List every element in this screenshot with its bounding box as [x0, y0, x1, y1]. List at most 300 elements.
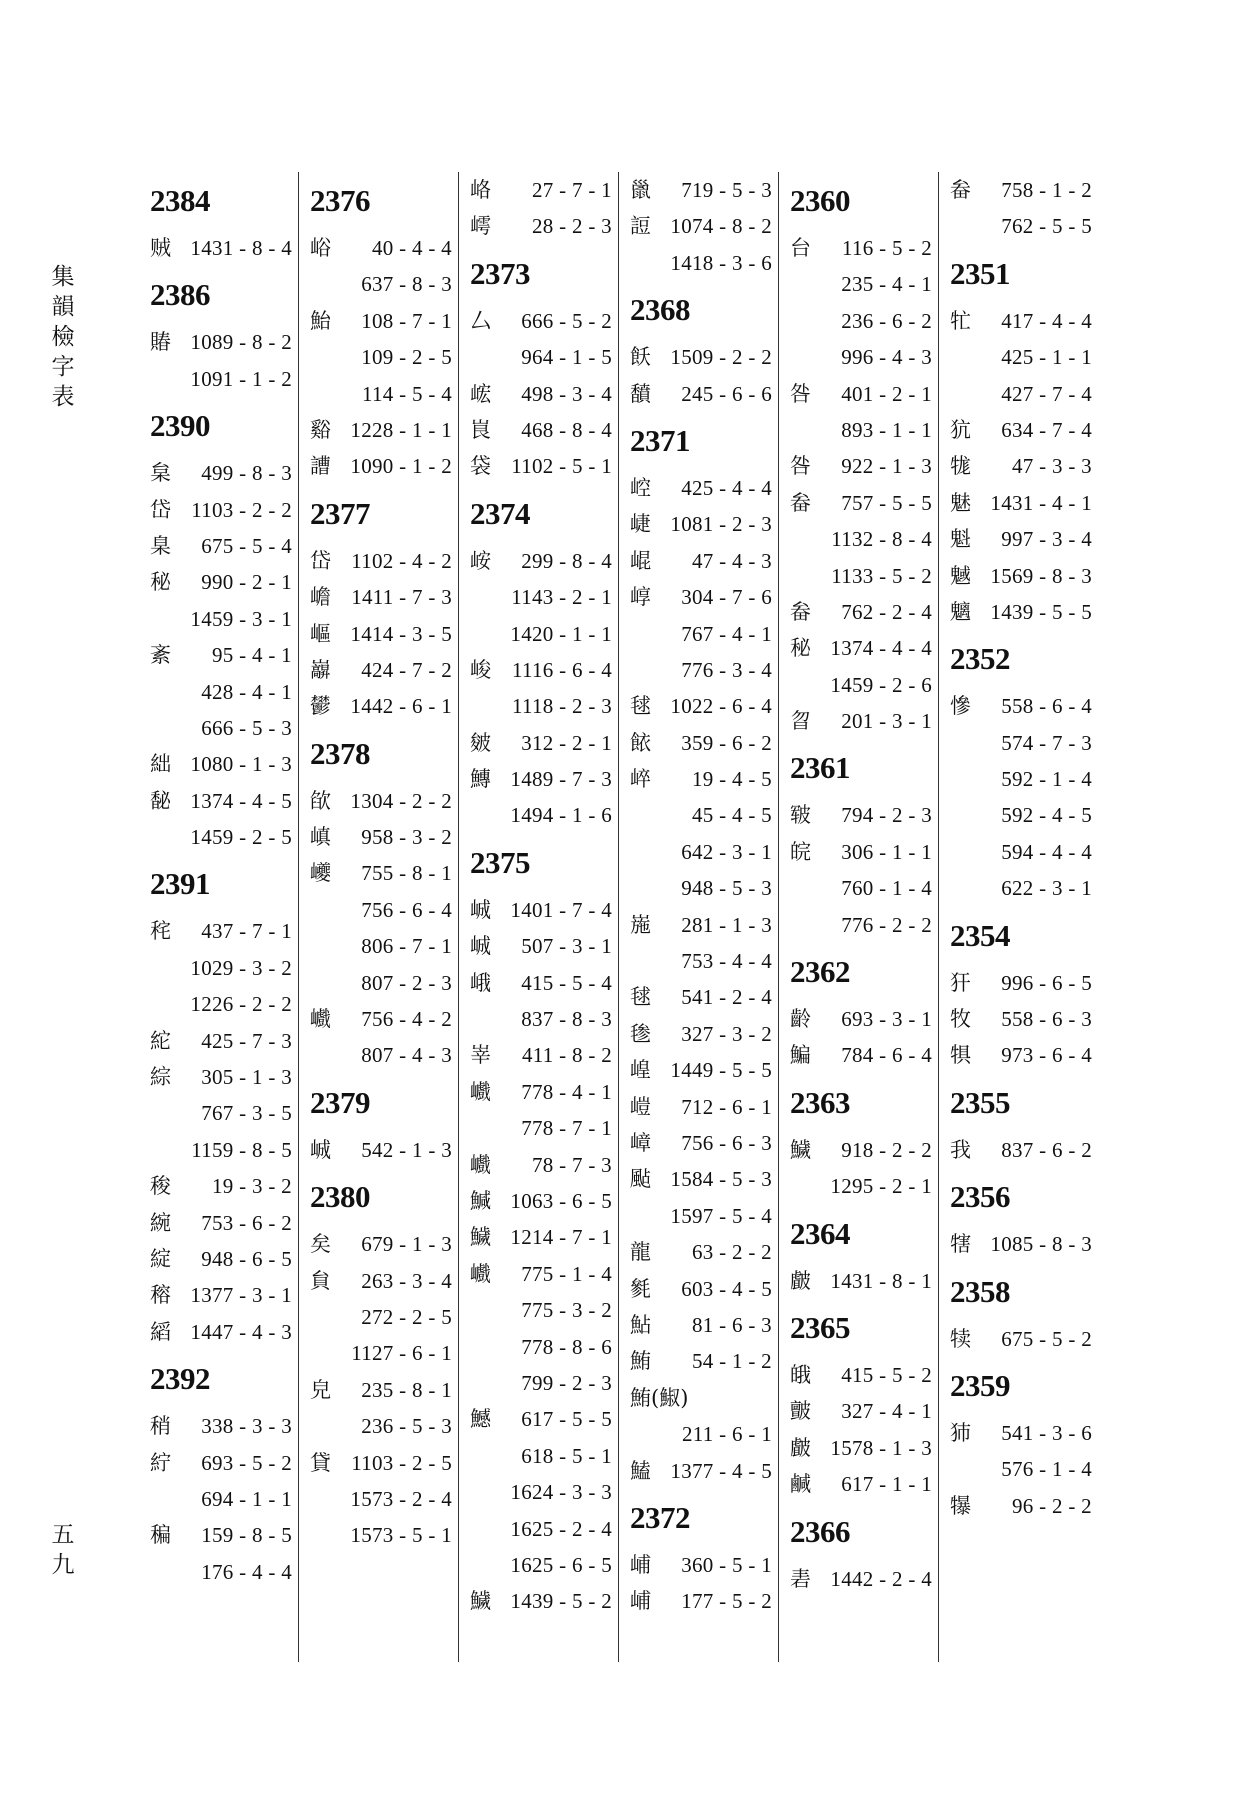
index-entry [468, 965, 618, 1001]
index-entry [628, 1583, 778, 1619]
index-entry [468, 1183, 618, 1219]
entry-reference: 1377 - 4 - 5 [670, 1458, 772, 1483]
index-entry [788, 230, 938, 266]
section-number: 2368 [630, 292, 690, 328]
entry-reference: 95 - 4 - 1 [212, 643, 292, 668]
index-entry [948, 1415, 1098, 1451]
index-entry [148, 637, 298, 673]
index-entry [148, 1023, 298, 1059]
entry-reference: 666 - 5 - 2 [521, 308, 612, 333]
entry-character: 皖 [790, 839, 811, 864]
index-entry [308, 819, 458, 855]
entry-character: 馝 [150, 788, 171, 813]
index-entry [308, 1299, 458, 1335]
entry-reference: 964 - 1 - 5 [521, 345, 612, 370]
index-entry [628, 1271, 778, 1307]
entry-character: 峬 [630, 1552, 651, 1577]
index-entry [628, 543, 778, 579]
index-entry [308, 1263, 458, 1299]
index-entry [788, 1357, 938, 1393]
index-entry [468, 208, 618, 244]
index-entry [628, 870, 778, 906]
section-number: 2352 [950, 641, 1010, 677]
entry-reference: 997 - 3 - 4 [1001, 527, 1092, 552]
entry-reference: 425 - 4 - 4 [681, 475, 772, 500]
entry-reference: 753 - 4 - 4 [681, 949, 772, 974]
entry-character: 颭 [630, 1167, 651, 1192]
entry-character: 稨 [150, 1523, 171, 1548]
entry-character: 絀 [150, 752, 171, 777]
entry-reference: 1133 - 5 - 2 [831, 563, 932, 588]
entry-reference: 360 - 5 - 1 [681, 1552, 772, 1577]
entry-reference: 753 - 6 - 2 [201, 1210, 292, 1235]
entry-reference: 1414 - 3 - 5 [350, 621, 452, 646]
index-entry [308, 448, 458, 484]
entry-character: 台 [790, 236, 811, 260]
section-number: 2380 [310, 1179, 370, 1215]
entry-reference: 603 - 4 - 5 [681, 1276, 772, 1301]
entry-character: 鱥 [790, 1137, 811, 1162]
entry-character: 崞 [630, 585, 651, 610]
entry-character: 峸 [310, 1137, 331, 1162]
entry-reference: 675 - 5 - 4 [201, 533, 292, 558]
entry-reference: 1029 - 3 - 2 [190, 955, 292, 980]
entry-reference: 1459 - 3 - 1 [190, 606, 292, 631]
index-entry [788, 797, 938, 833]
section-number: 2371 [630, 422, 690, 458]
entry-character: 綜 [150, 1065, 171, 1090]
index-entry [148, 1554, 298, 1590]
entry-reference: 159 - 8 - 5 [201, 1523, 292, 1548]
index-entry [468, 892, 618, 928]
entry-reference: 837 - 6 - 2 [1001, 1137, 1092, 1162]
entry-reference: 617 - 5 - 5 [521, 1407, 612, 1432]
section-number: 2373 [470, 255, 530, 291]
entry-character: 犋 [950, 1043, 971, 1068]
index-entry [468, 339, 618, 375]
entry-reference: 1442 - 6 - 1 [350, 694, 452, 719]
index-entry [308, 1517, 458, 1553]
entry-reference: 634 - 7 - 4 [1001, 417, 1092, 442]
entry-reference: 755 - 8 - 1 [361, 861, 452, 886]
index-entry [788, 1466, 938, 1502]
index-entry [308, 266, 458, 302]
section-number: 2384 [150, 183, 210, 218]
entry-character: 綻 [150, 1246, 171, 1271]
entry-reference: 1085 - 8 - 3 [990, 1232, 1092, 1257]
entry-reference: 235 - 4 - 1 [841, 272, 932, 297]
entry-character: 魑 [950, 599, 971, 624]
entry-character: 峸 [470, 934, 491, 959]
index-entry [788, 485, 938, 521]
index-entry [948, 412, 1098, 448]
entry-character: 厶 [470, 308, 491, 333]
entry-character: 咎 [790, 381, 811, 406]
index-entry [948, 965, 1098, 1001]
entry-reference: 693 - 5 - 2 [201, 1450, 292, 1475]
index-entry [468, 303, 618, 339]
entry-character: 嶦 [310, 585, 331, 610]
index-entry [628, 470, 778, 506]
index-entry [628, 761, 778, 797]
entry-character: 峪 [310, 236, 331, 260]
entry-reference: 437 - 7 - 1 [201, 919, 292, 944]
entry-reference: 893 - 1 - 1 [841, 417, 932, 442]
index-column-4 [628, 172, 779, 1662]
section-number: 2386 [150, 277, 210, 313]
entry-reference: 236 - 5 - 3 [361, 1414, 452, 1439]
entry-reference: 1442 - 2 - 4 [830, 1566, 932, 1591]
entry-reference: 211 - 6 - 1 [681, 1422, 772, 1447]
section-number: 2366 [790, 1513, 850, 1549]
entry-reference: 19 - 3 - 2 [212, 1174, 292, 1199]
index-entry [948, 1037, 1098, 1073]
entry-reference: 1431 - 8 - 1 [830, 1268, 932, 1293]
index-entry [468, 688, 618, 724]
index-entry [148, 1408, 298, 1444]
entry-reference: 1625 - 2 - 4 [510, 1516, 612, 1541]
index-entry [788, 870, 938, 906]
index-entry [308, 965, 458, 1001]
entry-reference: 27 - 7 - 1 [532, 178, 612, 202]
entry-reference: 1103 - 2 - 2 [191, 497, 292, 522]
index-entry [308, 1001, 458, 1037]
entry-character: 毶 [630, 1021, 651, 1046]
index-entry [468, 652, 618, 688]
index-entry [788, 1132, 938, 1168]
entry-character: 鮎 [630, 1312, 651, 1337]
entry-reference: 1573 - 2 - 4 [350, 1486, 452, 1511]
entry-reference: 762 - 5 - 5 [1001, 214, 1092, 239]
entry-reference: 1159 - 8 - 5 [191, 1137, 292, 1162]
index-entry [308, 616, 458, 652]
index-entry [308, 543, 458, 579]
entry-character: 綩 [150, 1210, 171, 1235]
entry-reference: 542 - 1 - 3 [361, 1137, 452, 1162]
entry-character: 犺 [950, 417, 971, 442]
entry-character: 稄 [150, 1174, 171, 1199]
index-entry [148, 230, 298, 266]
section-number: 2363 [790, 1084, 850, 1120]
entry-reference: 776 - 2 - 2 [841, 912, 932, 937]
entry-character: 䜊 [310, 454, 331, 479]
entry-reference: 54 - 1 - 2 [692, 1349, 772, 1374]
entry-reference: 304 - 7 - 6 [681, 585, 772, 610]
index-entry [148, 1059, 298, 1095]
section-number: 2359 [950, 1367, 1010, 1403]
entry-reference: 81 - 6 - 3 [692, 1312, 772, 1337]
entry-reference: 1116 - 6 - 4 [511, 657, 612, 682]
entry-reference: 109 - 2 - 5 [361, 345, 452, 370]
section-number: 2355 [950, 1084, 1010, 1120]
entry-reference: 96 - 2 - 2 [1012, 1493, 1092, 1518]
entry-character: 稍 [150, 1414, 171, 1439]
entry-reference: 558 - 6 - 4 [1001, 694, 1092, 719]
entry-character: 崆 [630, 475, 651, 500]
section-number: 2377 [310, 495, 370, 531]
index-entry [468, 928, 618, 964]
entry-reference: 1509 - 2 - 2 [670, 345, 772, 370]
entry-reference: 594 - 4 - 4 [1001, 839, 1092, 864]
entry-character: 巙 [310, 861, 331, 886]
entry-character: 嶀 [470, 214, 491, 239]
entry-character: 崲 [630, 1058, 651, 1083]
entry-character: 皽 [790, 1399, 811, 1424]
index-entry [148, 710, 298, 746]
entry-reference: 1089 - 8 - 2 [190, 330, 292, 355]
index-entry [628, 907, 778, 943]
index-entry [628, 1016, 778, 1052]
entry-reference: 19 - 4 - 5 [692, 767, 772, 792]
entry-reference: 47 - 3 - 3 [1012, 454, 1092, 479]
index-column-1 [148, 172, 299, 1662]
index-entry [148, 674, 298, 710]
index-entry [308, 376, 458, 412]
index-entry [788, 703, 938, 739]
index-entry [628, 172, 778, 208]
entry-character: 魁 [950, 527, 971, 552]
index-entry [788, 558, 938, 594]
entry-reference: 45 - 4 - 5 [692, 803, 772, 828]
entry-reference: 327 - 3 - 2 [681, 1021, 772, 1046]
index-entry [468, 1329, 618, 1365]
entry-character: 皃 [310, 1377, 331, 1402]
index-entry [628, 616, 778, 652]
entry-reference: 637 - 8 - 3 [361, 272, 452, 297]
index-entry [148, 1241, 298, 1277]
index-entry [148, 455, 298, 491]
entry-character: 峷 [470, 1043, 491, 1068]
entry-reference: 775 - 3 - 2 [521, 1298, 612, 1323]
index-entry [628, 506, 778, 542]
section-number: 2372 [630, 1499, 690, 1535]
entry-character: 贼 [150, 236, 171, 260]
entry-reference: 305 - 1 - 3 [201, 1065, 292, 1090]
entry-reference: 666 - 5 - 3 [201, 715, 292, 740]
entry-reference: 592 - 1 - 4 [1001, 767, 1092, 792]
index-entry [468, 616, 618, 652]
index-entry [628, 1343, 778, 1379]
entry-reference: 558 - 6 - 3 [1001, 1007, 1092, 1032]
index-entry [628, 1234, 778, 1270]
entry-character: 鰪 [630, 1458, 651, 1483]
entry-reference: 1228 - 1 - 1 [350, 417, 452, 442]
entry-reference: 922 - 1 - 3 [841, 454, 932, 479]
entry-reference: 1624 - 3 - 3 [510, 1480, 612, 1505]
entry-reference: 778 - 4 - 1 [521, 1079, 612, 1104]
entry-reference: 990 - 2 - 1 [201, 570, 292, 595]
entry-reference: 306 - 1 - 1 [841, 839, 932, 864]
index-entry [788, 521, 938, 557]
index-entry [948, 688, 1098, 724]
index-entry [788, 630, 938, 666]
entry-character: 魊 [950, 563, 971, 588]
index-entry [308, 339, 458, 375]
index-entry [148, 1132, 298, 1168]
entry-reference: 712 - 6 - 1 [681, 1094, 772, 1119]
entry-reference: 176 - 4 - 4 [201, 1559, 292, 1584]
entry-character: 秘 [150, 570, 171, 595]
index-entry [468, 725, 618, 761]
entry-character: 矣 [310, 1232, 331, 1257]
entry-character: 峨 [470, 970, 491, 995]
entry-character: 巇 [470, 1261, 491, 1286]
index-entry [948, 1488, 1098, 1524]
section-number: 2374 [470, 495, 530, 531]
index-entry [948, 485, 1098, 521]
entry-character: 峖 [470, 548, 491, 573]
entry-character: 嶇 [310, 621, 331, 646]
index-entry [468, 1147, 618, 1183]
index-entry [308, 855, 458, 891]
entry-reference: 177 - 5 - 2 [681, 1589, 772, 1614]
index-entry [628, 245, 778, 281]
entry-reference: 411 - 8 - 2 [521, 1043, 612, 1068]
entry-reference: 63 - 2 - 2 [692, 1240, 772, 1265]
entry-reference: 784 - 6 - 4 [841, 1043, 932, 1068]
entry-character: 崺 [630, 912, 651, 937]
entry-reference: 1374 - 4 - 4 [830, 636, 932, 661]
entry-character: 峻 [470, 657, 491, 682]
index-entry [628, 1307, 778, 1343]
index-entry [148, 1314, 298, 1350]
entry-character: 犴 [950, 970, 971, 995]
section-number: 2391 [150, 866, 210, 902]
index-entry [948, 376, 1098, 412]
entry-reference: 1401 - 7 - 4 [510, 897, 612, 922]
side-title: 集韻檢字表 [51, 264, 75, 410]
entry-character: 紽 [150, 1028, 171, 1053]
entry-character: 犻 [950, 1420, 971, 1445]
index-entry [628, 688, 778, 724]
entry-character: 臬 [150, 533, 171, 558]
entry-reference: 235 - 8 - 1 [361, 1377, 452, 1402]
entry-reference: 47 - 4 - 3 [692, 548, 772, 573]
entry-character: 曶 [790, 709, 811, 734]
index-entry [948, 725, 1098, 761]
entry-character: 毬 [630, 985, 651, 1010]
entry-reference: 415 - 5 - 4 [521, 970, 612, 995]
index-entry [628, 1125, 778, 1161]
index-column-6 [948, 172, 1098, 1662]
entry-reference: 281 - 1 - 3 [681, 912, 772, 937]
entry-reference: 1418 - 3 - 6 [670, 250, 772, 275]
index-entry [788, 266, 938, 302]
index-entry [788, 303, 938, 339]
entry-character: 鯿 [790, 1043, 811, 1068]
entry-reference: 1569 - 8 - 3 [990, 563, 1092, 588]
section-number: 2390 [150, 408, 210, 444]
index-entry [788, 1001, 938, 1037]
entry-reference: 1584 - 5 - 3 [670, 1167, 772, 1192]
entry-reference: 1118 - 2 - 3 [511, 694, 612, 719]
entry-reference: 401 - 2 - 1 [841, 381, 932, 406]
entry-character: 崐 [630, 548, 651, 573]
entry-reference: 263 - 3 - 4 [361, 1268, 452, 1293]
entry-reference: 757 - 5 - 5 [841, 490, 932, 515]
entry-reference: 996 - 6 - 5 [1001, 970, 1092, 995]
entry-character: 岱 [310, 548, 331, 573]
entry-reference: 679 - 1 - 3 [361, 1232, 452, 1257]
entry-reference: 1127 - 6 - 1 [351, 1341, 452, 1366]
index-entry [788, 1561, 938, 1597]
index-entry [948, 797, 1098, 833]
entry-reference: 1080 - 1 - 3 [190, 752, 292, 777]
index-entry [148, 528, 298, 564]
entry-reference: 1449 - 5 - 5 [670, 1058, 772, 1083]
entry-character: 魅 [950, 490, 971, 515]
index-entry [788, 339, 938, 375]
index-entry [308, 652, 458, 688]
index-entry [468, 1401, 618, 1437]
index-entry [948, 303, 1098, 339]
index-entry [788, 1037, 938, 1073]
entry-reference: 767 - 4 - 1 [681, 621, 772, 646]
index-entry [148, 324, 298, 360]
entry-reference: 1374 - 4 - 5 [190, 788, 292, 813]
entry-character: 嵦 [630, 1094, 651, 1119]
entry-reference: 40 - 4 - 4 [372, 236, 452, 260]
entry-reference: 1439 - 5 - 5 [990, 599, 1092, 624]
index-entry [948, 1226, 1098, 1262]
index-entry [948, 594, 1098, 630]
entry-reference: 806 - 7 - 1 [361, 934, 452, 959]
entry-reference: 756 - 4 - 2 [361, 1007, 452, 1032]
index-entry [788, 594, 938, 630]
index-entry [468, 448, 618, 484]
entry-character: 砉 [790, 1566, 811, 1591]
entry-reference: 617 - 1 - 1 [841, 1472, 932, 1497]
entry-reference: 1102 - 4 - 2 [351, 548, 452, 573]
entry-reference: 1022 - 6 - 4 [670, 694, 772, 719]
entry-character: 袋 [470, 454, 491, 479]
index-entry [628, 834, 778, 870]
index-entry [308, 303, 458, 339]
index-entry [948, 1451, 1098, 1487]
entry-character: 慘 [950, 694, 971, 719]
index-entry [308, 1132, 458, 1168]
entry-character: 畚 [790, 490, 811, 515]
entry-reference: 425 - 7 - 3 [201, 1028, 292, 1053]
entry-character: 枲 [150, 461, 171, 486]
entry-reference: 201 - 3 - 1 [841, 709, 932, 734]
index-entry [148, 950, 298, 986]
entry-character: 馩 [630, 381, 651, 406]
entry-character: 皴 [470, 730, 491, 755]
entry-reference: 1091 - 1 - 2 [190, 366, 292, 391]
index-entry [628, 1198, 778, 1234]
entry-reference: 778 - 7 - 1 [521, 1116, 612, 1141]
entry-reference: 424 - 7 - 2 [361, 657, 452, 682]
index-entry [628, 339, 778, 375]
entry-reference: 427 - 7 - 4 [1001, 381, 1092, 406]
entry-reference: 541 - 3 - 6 [1001, 1420, 1092, 1445]
entry-reference: 1439 - 5 - 2 [510, 1589, 612, 1614]
entry-reference: 799 - 2 - 3 [521, 1370, 612, 1395]
entry-character: 峸 [470, 897, 491, 922]
entry-reference: 1377 - 3 - 1 [190, 1283, 292, 1308]
entry-reference: 918 - 2 - 2 [841, 1137, 932, 1162]
entry-reference: 948 - 6 - 5 [201, 1246, 292, 1271]
entry-reference: 694 - 1 - 1 [201, 1486, 292, 1511]
entry-character: 鱄 [470, 767, 491, 792]
entry-reference: 622 - 3 - 1 [1001, 876, 1092, 901]
index-entry [468, 1438, 618, 1474]
index-entry [468, 172, 618, 208]
index-entry [308, 230, 458, 266]
entry-character: 嶂 [630, 1130, 651, 1155]
entry-reference: 760 - 1 - 4 [841, 876, 932, 901]
